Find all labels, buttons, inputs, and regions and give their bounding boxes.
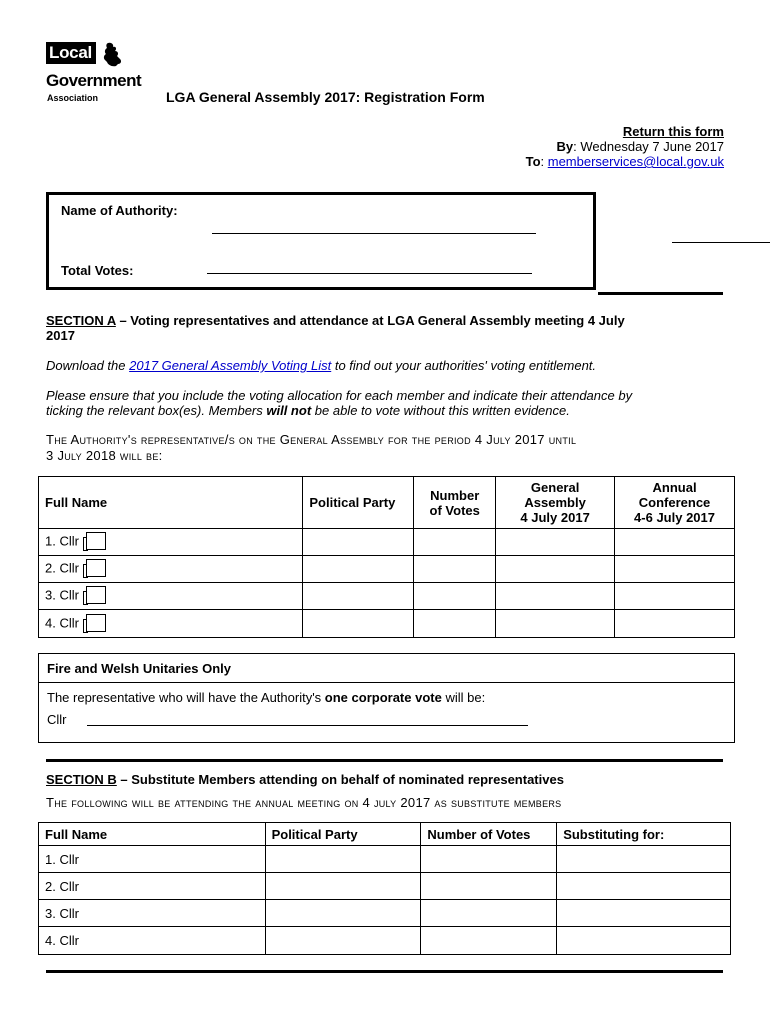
substitutes-table [38, 822, 731, 955]
cllr-label: Cllr [47, 712, 67, 727]
return-to [526, 154, 724, 169]
col-annual-conference: Annual Conference 4-6 July 2017 [615, 477, 735, 529]
votes-cell[interactable] [421, 873, 557, 900]
ensure-line-2-bold: will not [266, 403, 312, 418]
checkbox-icon[interactable] [81, 585, 107, 607]
party-cell[interactable] [265, 900, 421, 927]
col-political-party: Political Party [265, 823, 421, 846]
logo-text-association: Association [47, 93, 99, 103]
corporate-vote-text [47, 690, 485, 705]
fire-welsh-heading: Fire and Welsh Unitaries Only [47, 661, 231, 676]
reps-line-1: The Authority's representative/s on the General Assembly for the period 4 July 2017 until [46, 432, 577, 447]
authority-name-field[interactable] [212, 233, 536, 234]
party-cell[interactable] [303, 529, 414, 556]
return-title: Return this form [622, 124, 724, 139]
votes-cell[interactable] [414, 529, 496, 556]
col-full-name: Full Name [39, 477, 303, 529]
reps-line-2: 3 July 2018 will be: [46, 448, 163, 463]
ac-cell[interactable] [615, 583, 735, 610]
authority-box [46, 192, 596, 290]
ensure-instruction [46, 388, 736, 418]
row-name-cell[interactable] [39, 610, 303, 638]
party-cell[interactable] [265, 927, 421, 955]
votes-cell[interactable] [421, 900, 557, 927]
substituting-cell[interactable] [557, 900, 731, 927]
ga-cell[interactable] [496, 556, 615, 583]
substitute-statement: The following will be attending the annual meeting on 4 july 2017 as substitute members [46, 795, 562, 810]
votes-cell[interactable] [414, 556, 496, 583]
lga-logo [46, 42, 156, 104]
fire-welsh-box [38, 653, 735, 743]
section-a-heading [46, 313, 726, 343]
row-label: 4. Cllr [45, 614, 79, 630]
party-cell[interactable] [303, 610, 414, 638]
total-votes-field[interactable] [207, 273, 532, 274]
return-by [526, 139, 724, 154]
checkbox-icon[interactable] [81, 531, 107, 553]
table-row [39, 873, 731, 900]
section-a-title-cont: 2017 [46, 328, 75, 343]
col-substituting-for: Substituting for: [557, 823, 731, 846]
section-b-heading [46, 772, 564, 787]
ensure-line-1: Please ensure that you include the voting allocation for each member and indicate their attendance by [46, 388, 633, 403]
row-name-cell[interactable] [39, 529, 303, 556]
votes-cell[interactable] [421, 846, 557, 873]
substituting-cell[interactable] [557, 927, 731, 955]
authority-name-label: Name of Authority: [61, 203, 178, 218]
votes-cell[interactable] [414, 583, 496, 610]
corporate-vote-pre: The representative who will have the Authority's [47, 690, 325, 705]
to-label: To [525, 154, 541, 169]
row-name-cell[interactable]: 4. Cllr [39, 927, 266, 955]
bottom-divider [46, 970, 723, 973]
email-link[interactable]: memberservices@local.gov.uk [547, 154, 724, 169]
ensure-line-2-pre: ticking the relevant box(es). Members [46, 403, 267, 418]
section-divider [46, 759, 723, 762]
ac-cell[interactable] [615, 529, 735, 556]
ac-cell[interactable] [615, 610, 735, 638]
row-name-cell[interactable] [39, 583, 303, 610]
form-title: LGA General Assembly 2017: Registration Form [166, 89, 485, 105]
cllr-field[interactable] [87, 725, 528, 726]
logo-text-government: Government [46, 71, 142, 90]
table-row [39, 900, 731, 927]
section-b-label: SECTION B [46, 772, 117, 787]
table-row [39, 927, 731, 955]
substituting-cell[interactable] [557, 846, 731, 873]
row-name-cell[interactable]: 2. Cllr [39, 873, 266, 900]
representatives-statement [46, 432, 736, 464]
section-a-title: – Voting representatives and attendance at LGA General Assembly meeting 4 July [115, 313, 625, 328]
col-number-of-votes: Number of Votes [414, 477, 496, 529]
col-full-name: Full Name [39, 823, 266, 846]
row-name-cell[interactable]: 3. Cllr [39, 900, 266, 927]
section-a-label: SECTION A [46, 313, 116, 328]
corporate-vote-post: will be: [441, 690, 486, 705]
download-pre: Download the [46, 358, 130, 373]
lga-emblem-icon [102, 42, 126, 68]
table-row [39, 529, 735, 556]
votes-cell[interactable] [421, 927, 557, 955]
table-header-row [39, 477, 735, 529]
votes-cell[interactable] [414, 610, 496, 638]
col-political-party: Political Party [303, 477, 414, 529]
checkbox-icon[interactable] [81, 558, 107, 580]
checkbox-icon[interactable] [81, 613, 107, 635]
party-cell[interactable] [303, 583, 414, 610]
voting-list-link[interactable]: 2017 General Assembly Voting List [129, 358, 332, 373]
row-name-cell[interactable] [39, 556, 303, 583]
corporate-vote-bold: one corporate vote [324, 690, 442, 705]
table-row [39, 556, 735, 583]
party-cell[interactable] [265, 846, 421, 873]
table-row [39, 846, 731, 873]
col-general-assembly: General Assembly 4 July 2017 [496, 477, 615, 529]
to-sep: : [540, 154, 548, 169]
fire-welsh-heading-row [39, 654, 734, 683]
divider-rule [598, 292, 723, 295]
download-instruction [46, 358, 596, 373]
section-b-title: – Substitute Members attending on behalf of nominated representatives [116, 772, 564, 787]
table-row [39, 610, 735, 638]
ensure-line-2-post: be able to vote without this written evidence. [311, 403, 570, 418]
party-cell[interactable] [265, 873, 421, 900]
representatives-table [38, 476, 735, 638]
ga-cell[interactable] [496, 610, 615, 638]
substituting-cell[interactable] [557, 873, 731, 900]
row-name-cell[interactable]: 1. Cllr [39, 846, 266, 873]
row-label: 3. Cllr [45, 587, 79, 603]
row-label: 1. Cllr [45, 533, 79, 549]
download-post: to find out your authorities' voting entitlement. [331, 358, 597, 373]
by-label: By [556, 139, 574, 154]
ga-cell[interactable] [496, 529, 615, 556]
party-cell[interactable] [303, 556, 414, 583]
margin-line [672, 242, 770, 243]
col-number-of-votes: Number of Votes [421, 823, 557, 846]
logo-text-local: Local [46, 42, 96, 64]
return-info [526, 124, 724, 169]
row-label: 2. Cllr [45, 560, 79, 576]
ac-cell[interactable] [615, 556, 735, 583]
table-header-row [39, 823, 731, 846]
total-votes-label: Total Votes: [61, 263, 134, 278]
by-value: : Wednesday 7 June 2017 [573, 139, 724, 154]
ga-cell[interactable] [496, 583, 615, 610]
table-row [39, 583, 735, 610]
